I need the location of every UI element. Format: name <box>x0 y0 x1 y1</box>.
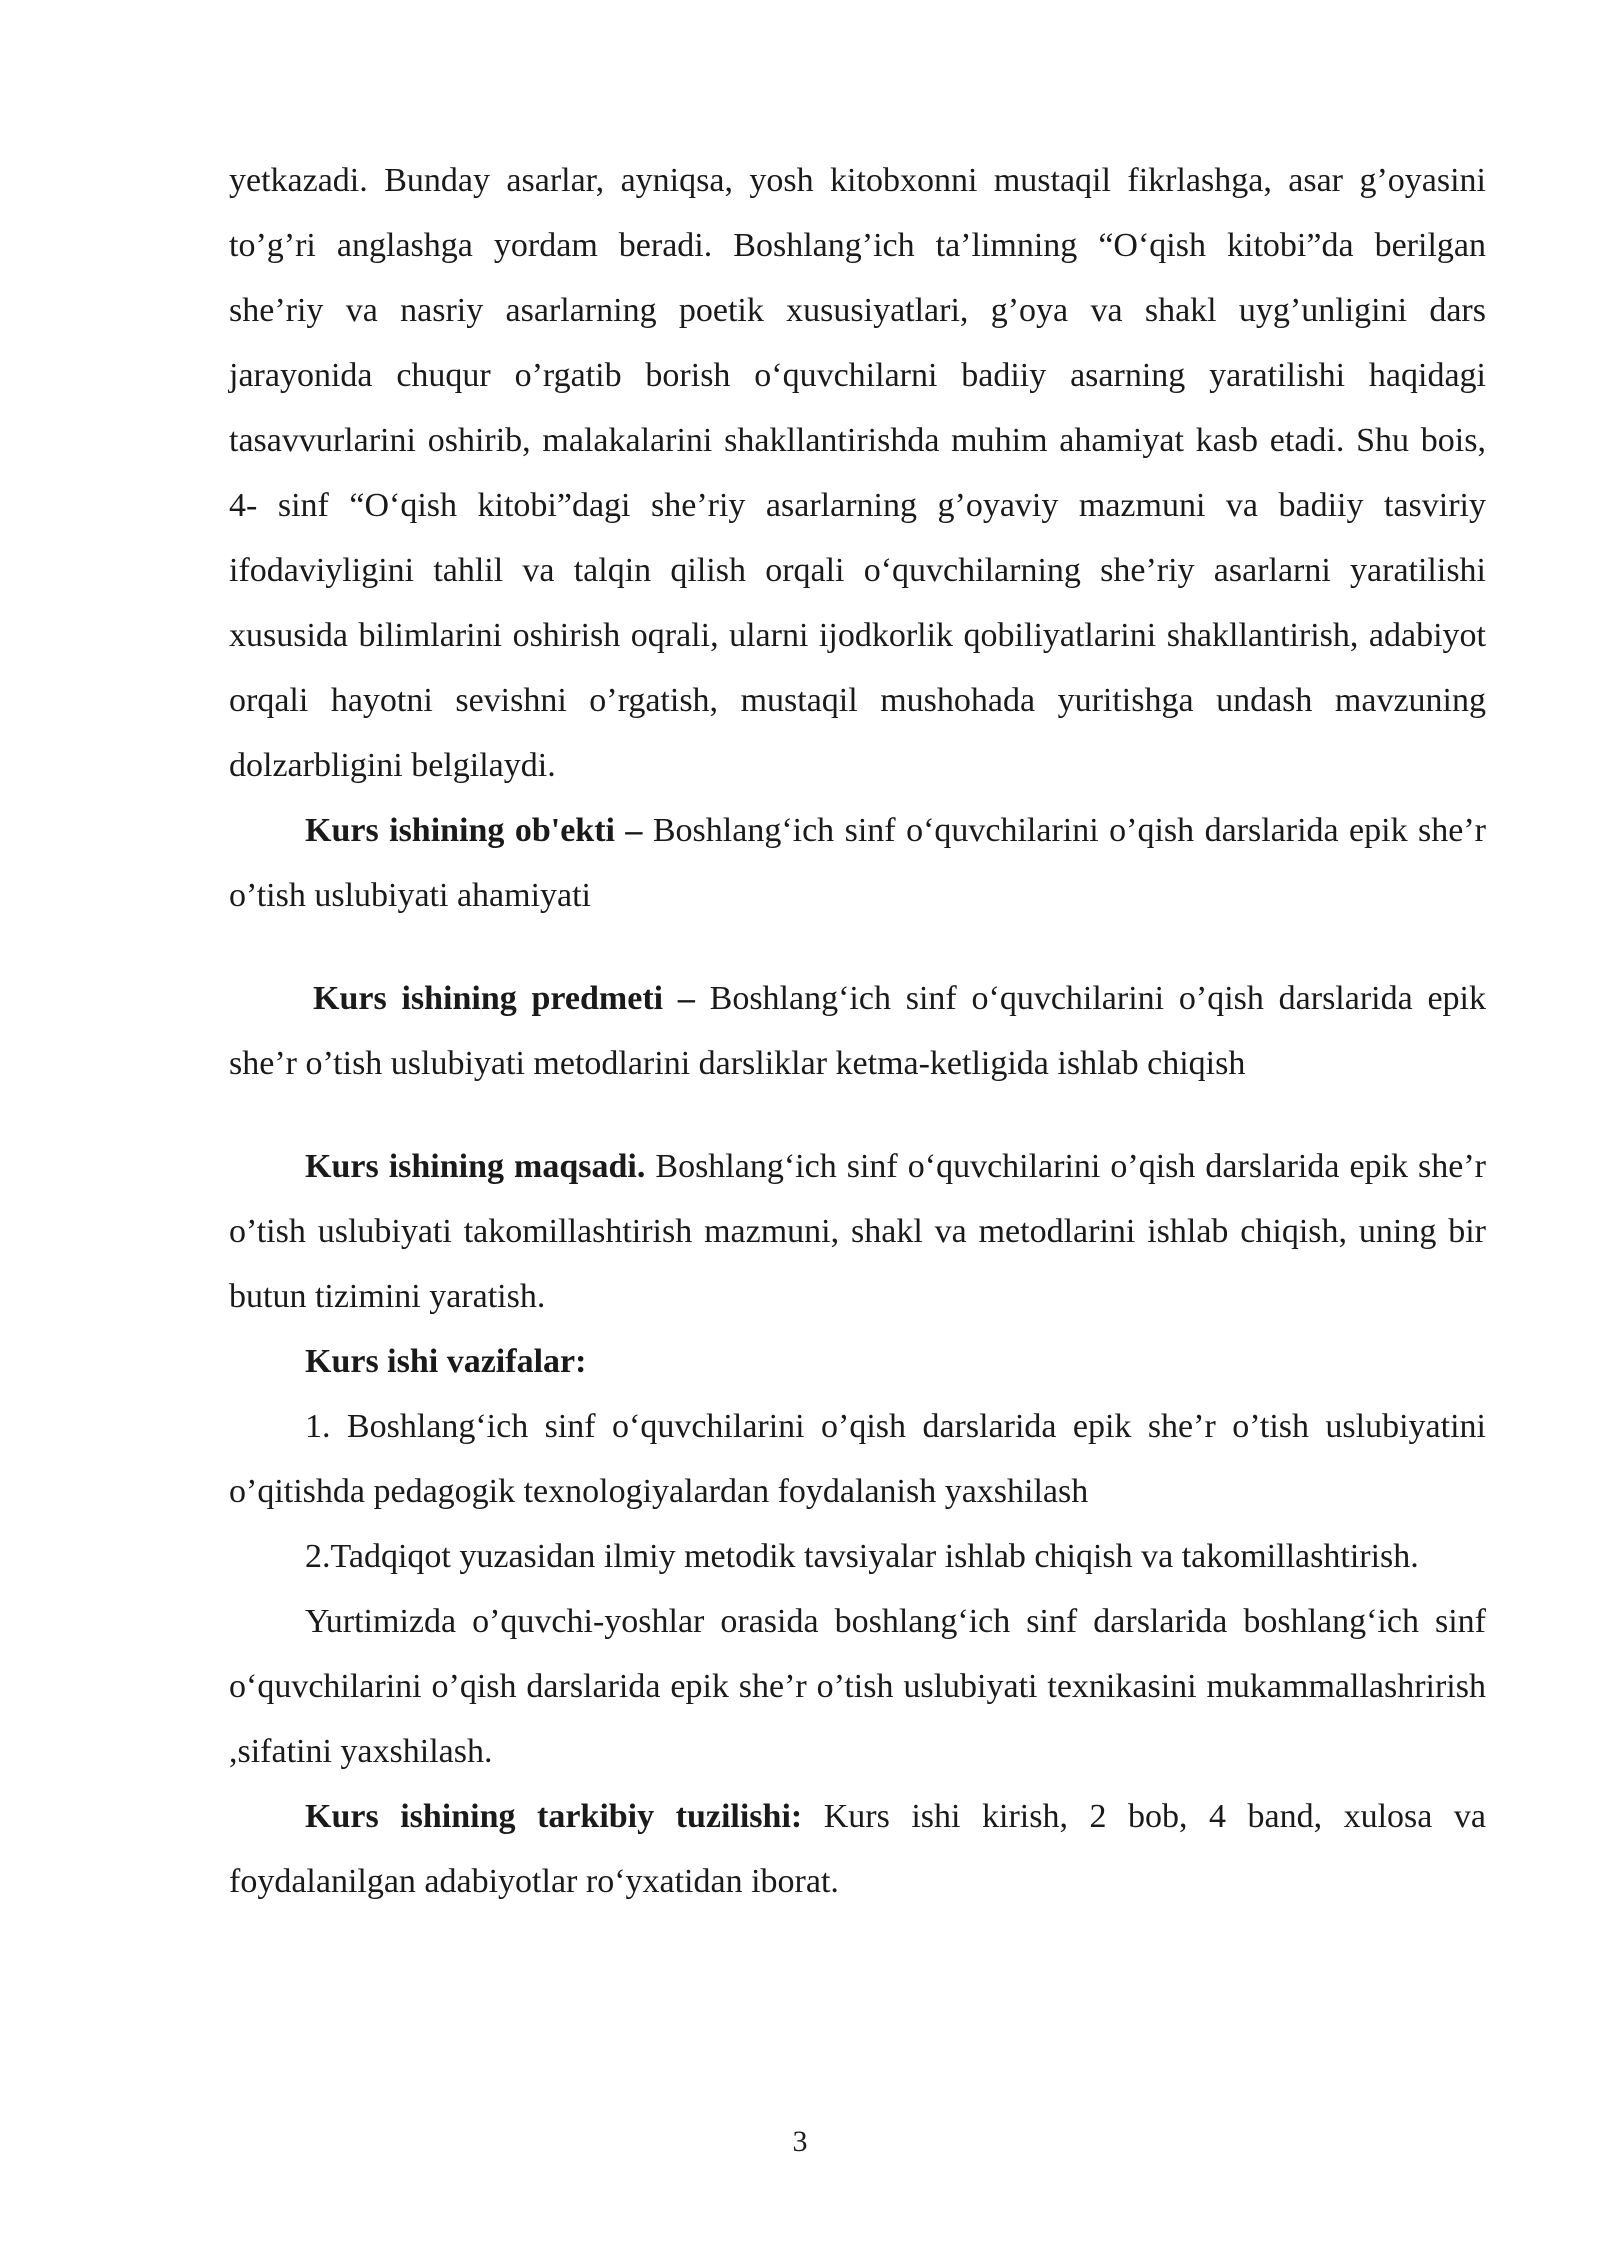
structure-paragraph <box>229 1784 1486 1914</box>
task-item-2: 2.Tadqiqot yuzasidan ilmiy metodik tavsiyalar ishlab chiqish va takomillashtirish. <box>305 1538 1419 1575</box>
goal-paragraph <box>229 1134 1486 1329</box>
subject-text: Boshlang‘ich sinf o‘quvchilarini o’qish darslarida epik she’r o’tish uslubiyati metodlarini darsliklar ketma-ketligida ishlab chiqish <box>229 980 1487 1082</box>
object-paragraph <box>229 798 1486 928</box>
structure-label: Kurs ishining tarkibiy tuzilishi: <box>305 1798 803 1835</box>
task-item-1: 1. Boshlang‘ich sinf o‘quvchilarini o’qish darslarida epik she’r o’tish uslubiyatini o’qitishda pedagogik texnologiyalardan foydalanish yaxshilash <box>229 1408 1486 1510</box>
page-body <box>229 148 1486 1914</box>
subject-paragraph <box>229 966 1486 1096</box>
subject-label: Kurs ishining predmeti – <box>313 980 695 1017</box>
yurtimizda-paragraph: Yurtimizda o’quvchi-yoshlar orasida boshlang‘ich sinf darslarida boshlang‘ich sinf o‘quvchilarini o’qish darslarida epik she’r o’tish uslubiyati texnikasini mukammallashrirish ,sifatini yaxshilash. <box>229 1603 1486 1770</box>
tasks-heading-text: Kurs ishi vazifalar: <box>305 1343 587 1380</box>
goal-text: Boshlang‘ich sinf o‘quvchilarini o’qish darslarida epik she’r o’tish uslubiyati takomillashtirish mazmuni, shakl va metodlarini ishlab chiqish, uning bir butun tizimini yaratish. <box>229 1148 1487 1315</box>
tasks-heading <box>229 1329 1486 1394</box>
structure-text: Kurs ishi kirish, 2 bob, 4 band, xulosa va foydalanilgan adabiyotlar ro‘yxatidan iborat. <box>229 1798 1486 1900</box>
goal-label: Kurs ishining maqsadi. <box>305 1148 646 1185</box>
object-text: Boshlang‘ich sinf o‘quvchilarini o’qish darslarida epik she’r o’tish uslubiyati ahamiyati <box>229 812 1486 914</box>
intro-paragraph: yetkazadi. Bunday asarlar, ayniqsa, yosh kitobxonni mustaqil fikrlashga, asar g’oyasini to’g’ri anglashga yordam beradi. Boshlang’ich ta’limning “O‘qish kitobi”da berilgan she’riy va nasriy asarlarning poetik xususiyatlari, g’oya va shakl uyg’unligini dars jarayonida chuqur o’rgatib borish o‘quvchilarni badiiy asarning yaratilishi haqidagi tasavvurlarini oshirib, malakalarini shakllantirishda muhim ahamiyat kasb etadi. Shu bois, 4- sinf “O‘qish kitobi”dagi she’riy asarlarning g’oyaviy mazmuni va badiiy tasviriy ifodaviyligini tahlil va talqin qilish orqali o‘quvchilarning she’riy asarlarni yaratilishi xususida bilimlarini oshirish oqrali, ularni ijodkorlik qobiliyatlarini shakllantirish, adabiyot orqali hayotni sevishni o’rgatish, mustaqil mushohada yuritishga undash mavzuning dolzarbligini belgilaydi. <box>229 162 1486 784</box>
page-number: 3 <box>792 2125 808 2158</box>
object-label: Kurs ishining ob'ekti – <box>305 812 643 849</box>
